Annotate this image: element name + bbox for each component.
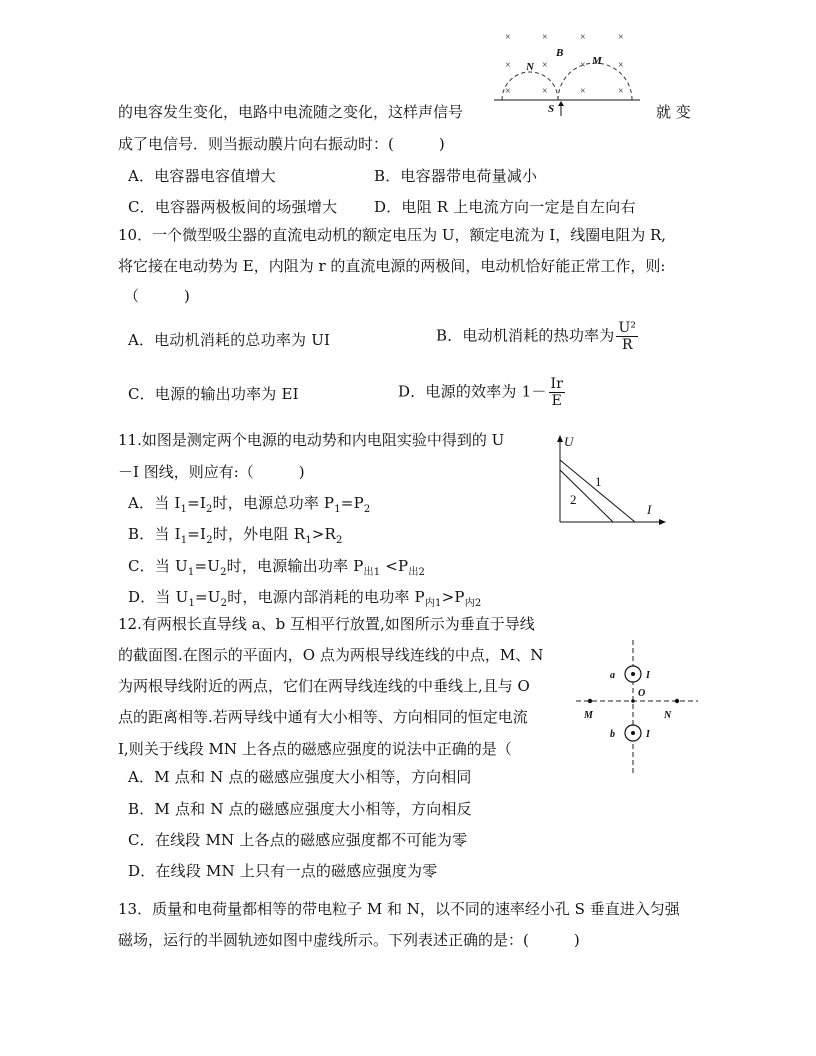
text: =I (187, 525, 207, 543)
q9-line1-left: 的电容发生变化，电路中电流随之变化，这样声信号 (118, 103, 464, 121)
field-cross: × (580, 86, 586, 97)
field-cross: × (580, 32, 586, 43)
q12-line4: 点的距离相等.若两导线中通有大小相等、方向相同的恒定电流 (118, 708, 528, 726)
subscript: 内1 (424, 598, 442, 609)
subscript: 1 (188, 598, 195, 609)
text: 时，电源输出功率 P (226, 557, 364, 575)
subscript: 2 (220, 598, 228, 609)
q12-line2: 的截面图.在图示的平面内，O 点为两根导线连线的中点，M、N (118, 646, 544, 664)
text: =P (340, 494, 364, 512)
ui-line-1 (560, 460, 635, 522)
ui-graph-figure (555, 430, 675, 530)
wire-b-label: b (610, 729, 615, 740)
hole-label-s: S (548, 103, 555, 115)
subscript: 出2 (408, 567, 426, 578)
ui-line-2 (560, 470, 613, 522)
q10-line3: （ ) (124, 287, 190, 305)
q10-option-b (436, 320, 638, 353)
q9-option-b: B．电容器带电荷量减小 (374, 167, 538, 185)
q11-line1: 11.如图是测定两个电源的电动势和内电阻实验中得到的 U (118, 431, 505, 449)
q10-option-c: C．电源的输出功率为 EI (128, 385, 299, 403)
q10-option-d-fraction (549, 376, 566, 409)
subscript: 2 (220, 567, 227, 578)
q11-line2: －I 图线，则应有:（ ) (118, 463, 305, 481)
q10-option-d (398, 376, 565, 409)
particle-label-m: M (592, 55, 602, 67)
q11-option-a (128, 493, 370, 513)
q9-line2: 成了电信号．则当振动膜片向右振动时：( ) (118, 135, 445, 153)
text: >R (311, 525, 337, 543)
subscript: 1 (305, 535, 312, 546)
q12-line1: 12.有两根长直导线 a、b 互相平行放置,如图所示为垂直于导线 (118, 615, 535, 633)
subscript: 出1 (363, 567, 381, 578)
subscript: 1 (180, 504, 188, 515)
point-o-label: O (638, 688, 646, 699)
u-axis-label: U (564, 434, 574, 449)
subscript: 2 (206, 504, 213, 515)
q10-line2: 将它接在电动势为 E，内阻为 r 的直流电源的两极间，电动机恰好能正常工作，则: (118, 257, 666, 275)
line-1-label: 1 (595, 474, 602, 489)
entry-arrow-head (558, 101, 564, 106)
text: <P (380, 557, 409, 575)
i-axis-label: I (647, 502, 652, 517)
field-cross: × (542, 86, 548, 97)
q10-option-b-text: B．电动机消耗的热功率为 (436, 326, 615, 345)
field-cross: × (505, 32, 511, 43)
q13-line1: 13．质量和电荷量都相等的带电粒子 M 和 N，以不同的速率经小孔 S 垂直进入匀强 (118, 900, 680, 918)
field-cross: × (542, 60, 548, 71)
wire-a-dot (631, 672, 635, 676)
text: 时，电源总功率 P (212, 494, 335, 512)
particle-label-n: N (526, 61, 534, 73)
parallel-wires-figure (572, 638, 702, 778)
q12-option-a: A．M 点和 N 点的磁感应强度大小相等，方向相同 (128, 768, 472, 786)
wire-a-label: a (610, 670, 615, 681)
q12-line5: I,则关于线段 MN 上各点的磁感应强度的说法中正确的是（ (118, 740, 512, 758)
text: =I (187, 494, 206, 512)
q11-option-d (128, 587, 481, 607)
line-2-label: 2 (570, 492, 577, 507)
q13-line2: 磁场，运行的半圆轨迹如图中虚线所示。下列表述正确的是：( ) (118, 931, 580, 949)
fraction-numerator: U² (618, 320, 637, 336)
q11-option-b (128, 524, 343, 544)
fraction-denominator: R (621, 337, 633, 353)
q10-option-b-fraction (616, 320, 638, 353)
wire-b-current-label: I (646, 729, 650, 740)
text: C．当 U (128, 557, 188, 575)
point-m-label: M (584, 710, 593, 721)
field-cross: × (618, 86, 624, 97)
text: 时，外电阻 R (212, 525, 306, 543)
q9-option-a: A．电容器电容值增大 (128, 167, 276, 185)
q10-option-a: A．电动机消耗的总功率为 UI (128, 331, 331, 349)
point-n-dot (675, 699, 679, 703)
text: =U (194, 557, 221, 575)
point-m-dot (588, 699, 592, 703)
subscript: 2 (206, 535, 213, 546)
point-o-dot (631, 699, 635, 703)
u-axis-arrow (557, 435, 563, 442)
subscript: 2 (336, 535, 343, 546)
q10-line1: 10．一个微型吸尘器的直流电动机的额定电压为 U，额定电流为 I，线圈电阻为 R, (118, 226, 667, 244)
fraction-denominator: E (551, 393, 563, 409)
i-axis-arrow (659, 519, 666, 525)
text: A．当 I (128, 494, 181, 512)
q9-option-c: C．电容器两极板间的场强增大 (128, 198, 338, 216)
field-label-b: B (556, 47, 564, 59)
text: D．当 U (128, 588, 189, 606)
subscript: 内2 (464, 598, 482, 609)
point-n-label: N (664, 710, 672, 721)
field-cross: × (542, 32, 548, 43)
wire-a-current-label: I (646, 670, 650, 681)
q12-option-d: D．在线段 MN 上只有一点的磁感应强度为零 (128, 862, 438, 880)
fraction-numerator: Ir (550, 376, 564, 392)
q9-line1-right: 就 变 (656, 103, 691, 121)
magnetic-field-figure (492, 26, 642, 121)
field-cross: × (580, 60, 586, 71)
subscript: 2 (363, 504, 371, 515)
q12-option-c: C．在线段 MN 上各点的磁感应强度都不可能为零 (128, 831, 468, 849)
text: 时，电源内部消耗的电功率 P (227, 588, 425, 606)
field-cross: × (618, 60, 624, 71)
q11-option-c (128, 556, 425, 576)
subscript: 1 (334, 504, 341, 515)
text: B．当 I (128, 525, 181, 543)
text: =U (195, 588, 221, 606)
field-cross: × (618, 32, 624, 43)
q12-option-b: B．M 点和 N 点的磁感应强度大小相等，方向相反 (128, 800, 472, 818)
subscript: 1 (187, 567, 195, 578)
field-cross: × (505, 60, 511, 71)
text: >P (441, 588, 465, 606)
q9-option-d: D．电阻 R 上电流方向一定是自左向右 (374, 198, 636, 216)
wire-b-dot (631, 731, 635, 735)
q10-option-d-text: D．电源的效率为 1－ (398, 382, 547, 401)
field-cross: × (505, 86, 511, 97)
q12-line3: 为两根导线附近的两点，它们在两导线连线的中垂线上,且与 O (118, 677, 530, 695)
subscript: 1 (180, 535, 188, 546)
